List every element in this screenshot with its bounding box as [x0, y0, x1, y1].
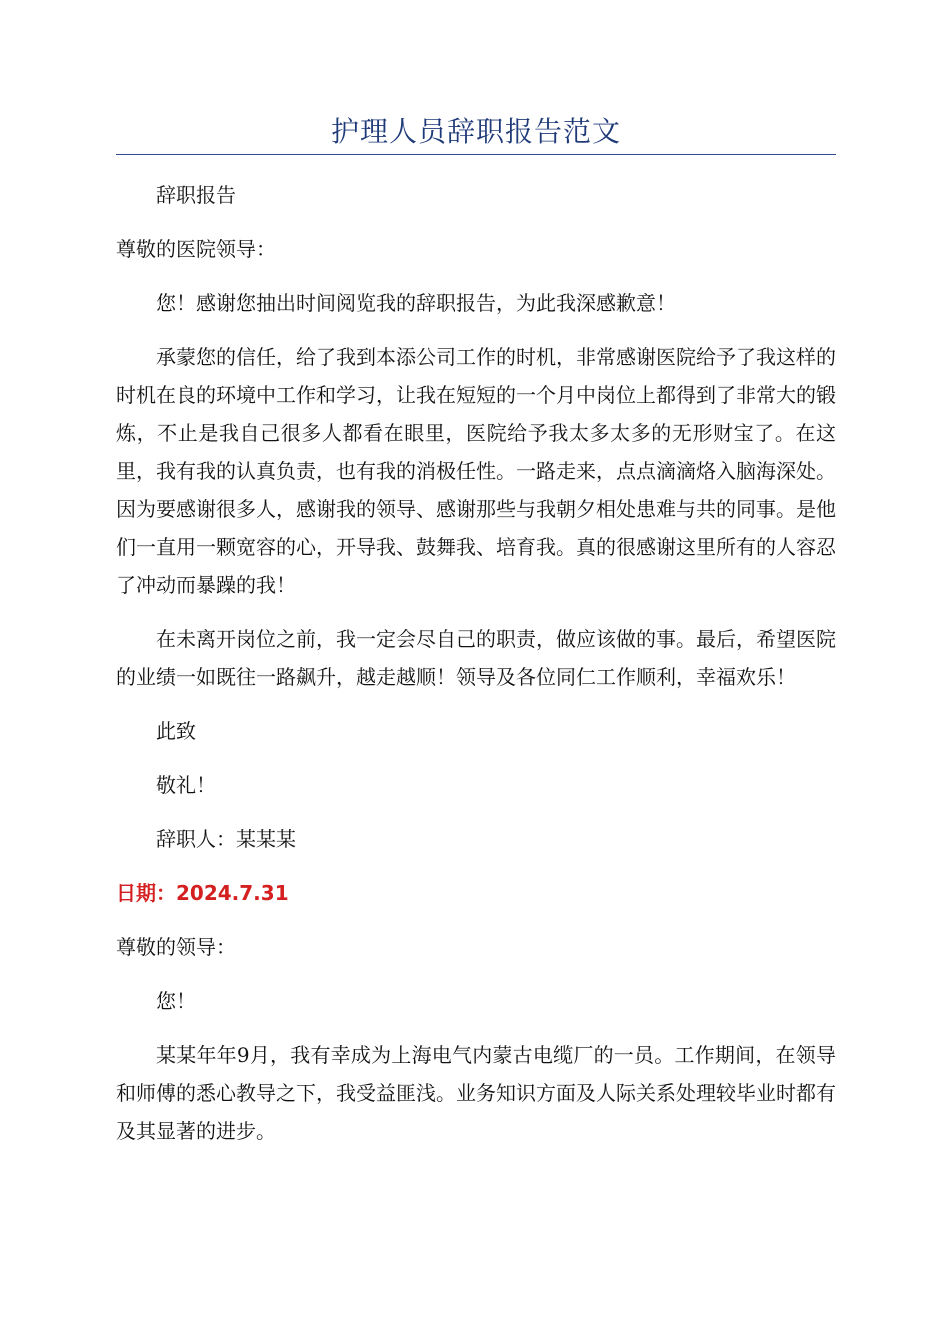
body-paragraph: 承蒙您的信任，给了我到本添公司工作的时机，非常感谢医院给予了我这样的时机在良的环境中工作和学习，让我在短短的一个月中岗位上都得到了非常大的锻炼，不止是我自己很多人都看在眼里，医院给予我太多太多的无形财宝了。在这里，我有我的认真负责，也有我的消极任性。一路走来，点点滴滴烙入脑海深处。因为要感谢很多人，感谢我的领导、感谢那些与我朝夕相处患难与共的同事。是他们一直用一颗宽容的心，开导我、鼓舞我、培育我。真的很感谢这里所有的人容忍了冲动而暴躁的我！ [116, 345, 836, 597]
salutation: 尊敬的领导： [116, 935, 236, 959]
greeting-paragraph: 您！ [156, 989, 196, 1013]
body-paragraph: 某某年年9月，我有幸成为上海电气内蒙古电缆厂的一员。工作期间，在领导和师傅的悉心教导之下，我受益匪浅。业务知识方面及人际关系处理较毕业时都有及其显著的进步。 [116, 1043, 836, 1143]
title-underline [116, 154, 836, 155]
date-line: 日期：2024.7.31 [116, 881, 289, 905]
signature-line: 辞职人：某某某 [156, 827, 296, 851]
document-body [116, 176, 836, 1166]
greeting-paragraph: 您！感谢您抽出时间阅览我的辞职报告，为此我深感歉意！ [156, 291, 676, 315]
closing-line: 此致 [156, 719, 196, 743]
document-title: 护理人员辞职报告范文 [330, 115, 621, 148]
body-paragraph: 在未离开岗位之前，我一定会尽自己的职责，做应该做的事。最后，希望医院的业绩一如既往一路飙升，越走越顺！领导及各位同仁工作顺利，幸福欢乐！ [116, 627, 836, 689]
salutation: 尊敬的医院领导： [116, 237, 276, 261]
letter-heading: 辞职报告 [156, 183, 236, 207]
closing-line: 敬礼！ [156, 773, 216, 797]
